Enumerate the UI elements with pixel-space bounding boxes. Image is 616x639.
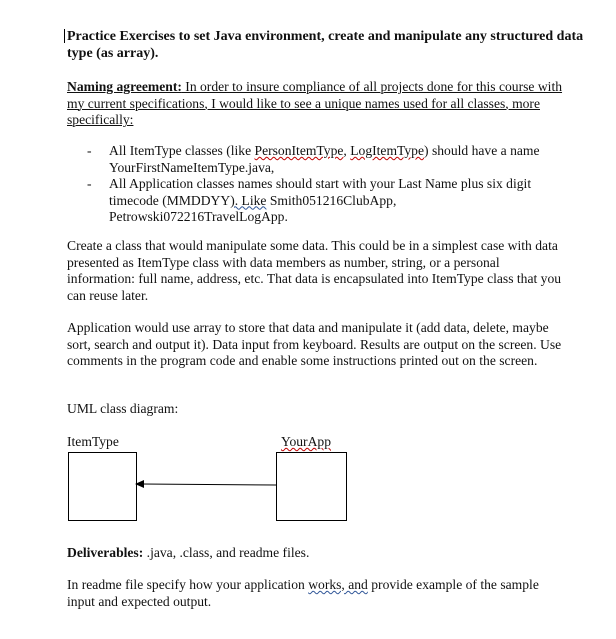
spellcheck-word: PersonItemType	[254, 143, 344, 158]
list-dash: -	[87, 176, 92, 191]
rule-text: Smith051216ClubApp, Petrowski072216TravelLogApp.	[109, 192, 397, 224]
uml-box-yourapp	[276, 452, 347, 521]
deliverables-text: .java, .class, and readme files.	[143, 545, 310, 560]
list-dash: -	[87, 143, 92, 158]
naming-agreement	[67, 79, 567, 129]
naming-rules-list	[87, 143, 567, 226]
uml-label: UML class diagram:	[67, 401, 179, 416]
deliverables	[67, 545, 309, 562]
paragraph-create-class: Create a class that would manipulate some data. This could be in a simplest case with data presented as ItemType class with data members as number, string, or a personal information: full name, address, etc. That data is encapsulated into ItemType class that you can reuse later.	[67, 238, 562, 303]
page-title: Practice Exercises to set Java environment, create and manipulate any structured data type (as array).	[67, 29, 584, 61]
readme-text: provide example of the sample input and expected output.	[67, 577, 539, 609]
naming-label: Naming agreement:	[67, 79, 182, 94]
rule-text: ) should have a name YourFirstNameItemType.java,	[109, 143, 540, 175]
list-item	[87, 176, 567, 226]
deliverables-label: Deliverables:	[67, 545, 144, 560]
uml-arrow-icon	[134, 476, 277, 492]
uml-box-itemtype	[68, 452, 137, 521]
readme-paragraph	[67, 577, 567, 610]
arrow-head	[135, 480, 144, 488]
readme-text: In readme file specify how your application	[67, 577, 309, 592]
class-label-yourapp: YourApp	[281, 434, 331, 449]
grammar-check-word: ). Like	[230, 192, 267, 208]
rule-text: All Application classes names should start with your Last Name plus six digit timecode (MMDDYY	[109, 176, 532, 208]
class-label-itemtype: ItemType	[67, 434, 119, 449]
naming-text: In order to insure compliance of all projects done for this course with my current specifications, I would like to see a unique names used for all classes, more specifically:	[67, 79, 563, 127]
grammar-check-word: works, and	[308, 577, 368, 592]
arrow-line	[142, 484, 276, 485]
text-cursor	[64, 29, 65, 43]
rule-text: All ItemType classes (like	[109, 143, 255, 158]
paragraph-application: Application would use array to store that data and manipulate it (add data, delete, maybe sort, search and output it). Data input from keyboard. Results are output on the screen. Use comments in the program code and enable some instructions printed out on the screen.	[67, 320, 562, 368]
rule-text: ,	[343, 143, 351, 158]
spellcheck-word: LogItemType	[350, 143, 425, 158]
list-item	[87, 143, 567, 176]
